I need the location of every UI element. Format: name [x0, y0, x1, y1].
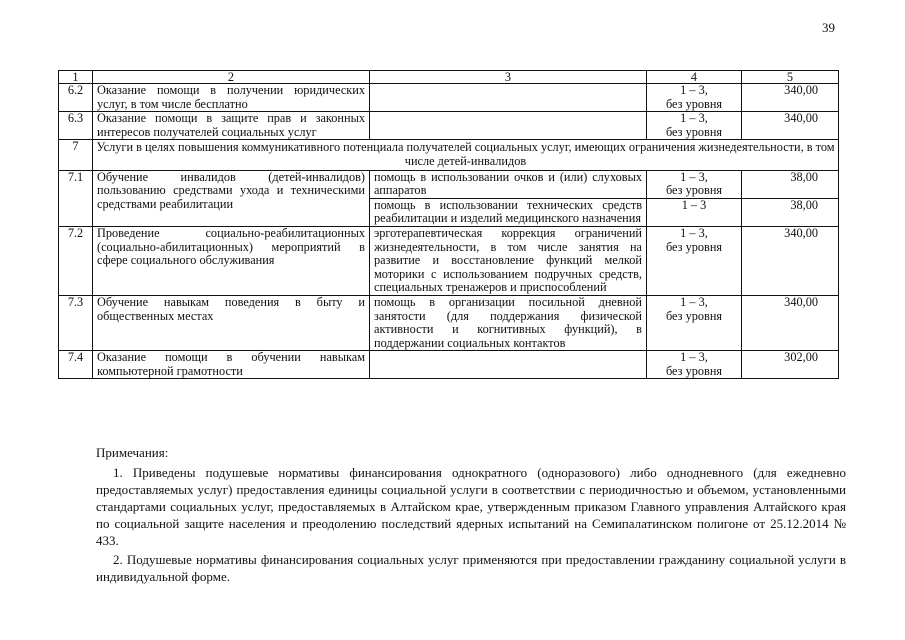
service-cell: Обучение навыкам поведения в быту и общественных местах: [93, 295, 370, 350]
price-cell: 340,00: [742, 84, 839, 112]
row-number: 6.2: [59, 84, 93, 112]
header-cell: 3: [370, 71, 647, 84]
level-cell: 1 – 3, без уровня: [647, 170, 742, 198]
price-cell: 38,00: [742, 198, 839, 226]
level-cell: 1 – 3: [647, 198, 742, 226]
tariff-table: [58, 70, 839, 379]
row-number: 7.2: [59, 226, 93, 295]
level-cell: 1 – 3, без уровня: [647, 112, 742, 140]
content-cell: [370, 351, 647, 379]
row-number: 7.3: [59, 295, 93, 350]
service-cell: Оказание помощи в получении юридических услуг, в том числе бесплатно: [93, 84, 370, 112]
page-number: 39: [822, 20, 835, 35]
table-body: [59, 71, 839, 379]
service-cell: Обучение инвалидов (детей-инвалидов) пользованию средствами ухода и техническими средствами реабилитации: [93, 170, 370, 226]
content-cell: помощь в организации посильной дневной занятости (для поддержания физической активности и когнитивных функций), в поддержании социальных контактов: [370, 295, 647, 350]
content-cell: [370, 112, 647, 140]
service-cell: Оказание помощи в обучении навыкам компьютерной грамотности: [93, 351, 370, 379]
note-item: 1. Приведены подушевые нормативы финансирования однократного (одноразового) либо однодневного (для ежедневно предоставляемых услуг) предоставления единицы социальной услуги в соответствии с периодичностью и объемом, установленными стандартами социальных услуг, предоставляемых в Алтайском крае, утвержденным приказом Главного управления Алтайского края по социальной защите населения и преодолению последствий ядерных испытаний на Семипалатинском полигоне от 25.12.2014 № 433.: [96, 465, 846, 548]
content-cell: эрготерапевтическая коррекция ограничений жизнедеятельности, в том числе занятия на развитие и восстановление функций мелкой моторики с использованием подручных средств, специальных тренажеров и приспособлений: [370, 226, 647, 295]
price-cell: 340,00: [742, 112, 839, 140]
table-row: [59, 84, 839, 112]
header-cell: 1: [59, 71, 93, 84]
header-cell: 5: [742, 71, 839, 84]
level-cell: 1 – 3, без уровня: [647, 295, 742, 350]
table-row: [59, 351, 839, 379]
table-row: [59, 170, 839, 198]
service-cell: Проведение социально-реабилитационных (социально-абилитационных) мероприятий в сфере социального обслуживания: [93, 226, 370, 295]
table-row: [59, 226, 839, 295]
price-cell: 302,00: [742, 351, 839, 379]
level-cell: 1 – 3, без уровня: [647, 351, 742, 379]
header-cell: 4: [647, 71, 742, 84]
row-number: 7.4: [59, 351, 93, 379]
section-title: Услуги в целях повышения коммуникативного потенциала получателей социальных услуг, имеющих ограничения жизнедеятельности, в том числе детей-инвалидов: [93, 140, 839, 170]
note-item: 2. Подушевые нормативы финансирования социальных услуг применяются при предоставлении гражданину социальной услуги в индивидуальной форме.: [96, 552, 846, 584]
content-cell: помощь в использовании очков и (или) слуховых аппаратов: [370, 170, 647, 198]
content-cell: помощь в использовании технических средств реабилитации и изделий медицинского назначения: [370, 198, 647, 226]
row-number: 6.3: [59, 112, 93, 140]
price-cell: 38,00: [742, 170, 839, 198]
level-cell: 1 – 3, без уровня: [647, 84, 742, 112]
header-cell: 2: [93, 71, 370, 84]
table-row: [59, 295, 839, 350]
notes-section: [96, 444, 846, 585]
level-cell: 1 – 3, без уровня: [647, 226, 742, 295]
section-row: [59, 140, 839, 170]
content-cell: [370, 84, 647, 112]
table-header-row: [59, 71, 839, 84]
service-cell: Оказание помощи в защите прав и законных интересов получателей социальных услуг: [93, 112, 370, 140]
row-number: 7.1: [59, 170, 93, 226]
section-number: 7: [59, 140, 93, 170]
price-cell: 340,00: [742, 295, 839, 350]
table-row: [59, 112, 839, 140]
price-cell: 340,00: [742, 226, 839, 295]
notes-title: Примечания:: [96, 445, 169, 460]
